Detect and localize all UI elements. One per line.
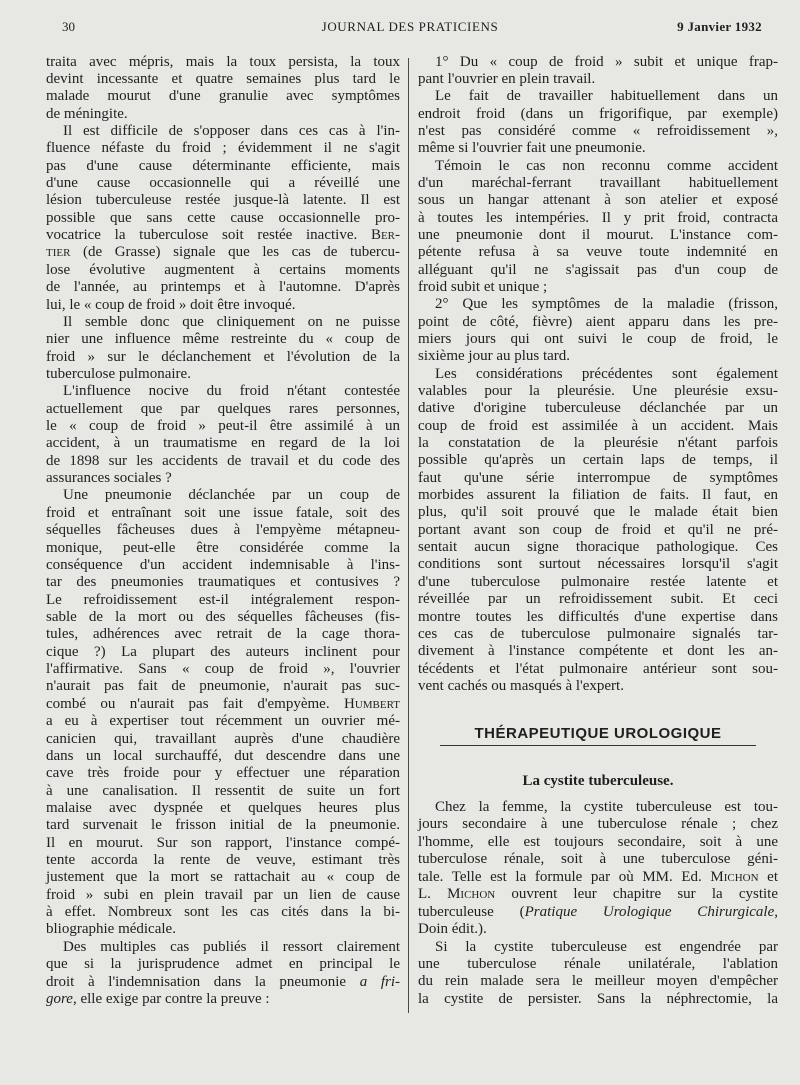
text-line: lésion tuberculeuse restée jusque-là latente. Il est <box>46 192 400 209</box>
text-line: 1° Du « coup de froid » subit et unique frap- <box>435 53 778 70</box>
text-line: monique, peut-elle être considérée comme la <box>46 539 400 556</box>
italic-text: Pratique Urologique Chirurgicale <box>524 903 775 920</box>
text-line: que si la jurisprudence admet en principal le <box>46 956 400 973</box>
text-line: dans un local surchauffé, dut descendre dans une <box>46 747 400 764</box>
text-line: n'est pas considéré comme « refroidissement », <box>418 122 778 139</box>
text-run: combé ou n'aurait pas fait d'empyème. <box>46 695 344 712</box>
text-line: Il en mourut. Sur son rapport, l'instance compé- <box>46 834 400 851</box>
text-line: froid et entraînant soit une issue fatale, soit des <box>46 504 400 521</box>
text-line: séquelles fâcheuses dues à l'empyème métapneu- <box>46 522 400 539</box>
text-line: malade mourut d'une granulie avec symptômes <box>46 88 400 105</box>
author-name: tier <box>46 244 71 261</box>
text-line: de 1898 sur les accidents de travail et du code des <box>46 452 400 469</box>
text-line: sixième jour au plus tard. <box>418 348 571 365</box>
paragraph <box>46 939 400 1008</box>
text-line: portant avant son coup de froid et qu'il ne pré- <box>418 521 778 538</box>
text-line: plus, qu'il soit prouvé que le malade était bien <box>418 504 778 521</box>
text-line: même si l'ouvrier fait une pneumonie. <box>418 140 646 157</box>
paragraph <box>418 799 778 939</box>
text-line: d'une cause occasionnelle qui a réveillé une <box>46 175 400 192</box>
text-line: une pneumonie dont il mourut. L'instance com- <box>418 226 778 243</box>
text-line: malaise avec dyspnée et quelques heures plus <box>46 799 400 816</box>
text-line: canicien qui, travaillant auprès d'une chaudière <box>46 730 400 747</box>
text-line: dative d'origine tuberculeuse déclanchée par un <box>418 400 778 417</box>
text-line <box>418 904 778 921</box>
text-line: lui, le « coup de froid » doit être invoqué. <box>46 296 296 313</box>
text-line: cique ?) La plupart des auteurs inclinent pour <box>46 643 400 660</box>
right-column <box>418 54 778 696</box>
text-run: droit à l'indemnisation dans la pneumonie <box>46 973 360 990</box>
text-line: Des multiples cas publiés il ressort clairement <box>63 938 400 955</box>
section-heading: THÉRAPEUTIQUE UROLOGIQUE <box>474 725 722 742</box>
text-line: actuellement que par quelques rares personnes, <box>46 400 400 417</box>
paragraph <box>46 54 400 123</box>
paragraph <box>46 314 400 383</box>
text-line: divement à l'instance compétente et dont les an- <box>418 643 778 660</box>
text-line: Il semble donc que cliniquement on ne puisse <box>63 313 400 330</box>
text-line: tuberculose rénale, soit à une tuberculose géni- <box>418 851 778 868</box>
text-line: jours secondaire à une tuberculose rénale ; chez <box>418 816 778 833</box>
text-line <box>46 244 400 261</box>
italic-text: gore <box>46 990 73 1007</box>
paragraph <box>418 54 778 89</box>
text-line: possible que sans cette cause occasionnelle pro- <box>46 209 400 226</box>
text-line: à toutes les intempéries. Il y prit froid, contracta <box>418 209 778 226</box>
text-line: l'homme, elle est toujours secondaire, soit à une <box>418 833 778 850</box>
paragraph <box>46 487 400 938</box>
page-number: 30 <box>62 19 75 34</box>
text-line: devint incessante et quatre semaines plus tard le <box>46 70 400 87</box>
text-line: la cystite de persister. Sans la néphrectomie, la <box>418 990 778 1007</box>
text-line: tar des pneumonies traumatiques et contusives ? <box>46 574 400 591</box>
paragraph <box>418 939 778 1009</box>
paragraph <box>46 383 400 487</box>
issue-date: 9 Janvier 1932 <box>677 19 762 34</box>
text-line: de l'année, au printemps et à l'automne. D'après <box>46 279 400 296</box>
heading-rule <box>440 745 756 746</box>
text-run: ouvrent leur chapitre sur la cystite <box>495 886 778 903</box>
author-name: Ber- <box>370 227 400 244</box>
text-line: morbides assurent la filiation de faits. Il faut, en <box>418 487 778 504</box>
text-run: tale. Telle est la formule par où MM. Ed. <box>418 868 711 885</box>
text-line: justement que la mort se rattachait au « coup de <box>46 869 400 886</box>
text-line: montre toutes les difficultés d'une expertise dans <box>418 608 778 625</box>
text-line: valables pour la pleurésie. Une pleurésie exsu- <box>418 383 778 400</box>
text-line: froid subit et unique ; <box>418 278 548 295</box>
text-line: a eu à expertiser tout récemment un ouvrier mé- <box>46 713 400 730</box>
text-run: , elle exige par contre la preuve : <box>72 990 270 1007</box>
author-name: Michon <box>710 868 759 885</box>
text-line: la constatation de la pleurésie n'étant parfois <box>418 435 778 452</box>
text-line: à effet. Nombreux sont les cas cités dans la bi- <box>46 904 400 921</box>
paragraph <box>418 366 778 696</box>
text-line: pétente refusa à sa veuve toute indemnité en <box>418 244 778 261</box>
text-line: assurances sociales ? <box>46 470 172 487</box>
text-line: tard survenait le frisson initial de la pneumonie. <box>46 817 400 834</box>
text-line: à une canalisation. Il ressentit de suite un fort <box>46 782 400 799</box>
section-body <box>418 799 778 1008</box>
text-line: sentait aucun signe thoracique pathologique. Ces <box>418 539 778 556</box>
text-run: , <box>774 903 779 920</box>
text-line: coup de froid est assimilée à un accident. Mais <box>418 417 778 434</box>
text-line: nier une influence même restreinte du « coup de <box>46 331 400 348</box>
text-line: Le refroidissement est-il intégralement respon- <box>46 591 400 608</box>
author-name: Michon <box>447 886 496 903</box>
text-line: Doin édit.). <box>418 921 487 938</box>
text-line: point de côté, fièvre) aient apparu dans les pre- <box>418 313 778 330</box>
text-line: Témoin le cas non reconnu comme accident <box>435 157 778 174</box>
text-line: tuberculose pulmonaire. <box>46 365 191 382</box>
text-line: técédents et l'état pulmonaire antérieur sont sou- <box>418 660 778 677</box>
text-line: Il est difficile de s'opposer dans ces cas à l'in- <box>63 122 400 139</box>
text-line: ces cas de tuberculose pulmonaire signalés tar- <box>418 625 778 642</box>
text-line: traita avec mépris, mais la toux persista, la toux <box>46 53 400 70</box>
text-line: bliographie médicale. <box>46 921 176 938</box>
section-subheading: La cystite tuberculeuse. <box>522 773 674 789</box>
text-line: miers jours qui ont suivi le coup de froid, le <box>418 331 778 347</box>
paragraph <box>418 88 778 157</box>
text-run: tuberculeuse ( <box>418 903 525 920</box>
text-line: fluence néfaste du froid ; évidemment il ne s'agit <box>46 140 400 157</box>
text-line <box>46 696 400 713</box>
text-line: Une pneumonie déclanchée par un coup de <box>63 487 400 504</box>
author-name: Humbert <box>343 695 400 712</box>
text-line: d'un maréchal-ferrant travaillant habituellement <box>418 174 778 191</box>
text-line: de méningite. <box>46 105 128 122</box>
italic-text: a fri- <box>359 973 400 990</box>
text-line: Chez la femme, la cystite tuberculeuse est tou- <box>435 799 778 815</box>
text-line <box>46 227 400 244</box>
text-line: l'affirmative. Sans « coup de froid », l'ouvrier <box>46 661 400 678</box>
text-line: lose évolutive augmentent à certains moments <box>46 261 400 278</box>
paragraph <box>46 123 400 314</box>
text-run: L. <box>418 886 448 903</box>
running-title: JOURNAL DES PRATICIENS <box>321 19 499 34</box>
text-line: une tuberculose rénale unilatérale, l'ablation <box>418 955 778 972</box>
text-line: Le fait de travailler habituellement dans un <box>435 88 778 105</box>
paragraph <box>418 296 778 365</box>
text-line <box>418 869 778 886</box>
text-line <box>46 974 400 991</box>
left-column <box>46 54 400 1009</box>
text-run: vocatrice la tuberculose soit restée inactive. <box>46 227 371 244</box>
text-line <box>46 991 400 1008</box>
column-rule <box>408 58 409 1013</box>
text-line: réveillée par un refroidissement subit. Et ceci <box>418 591 778 608</box>
text-line: accident, à un traumatisme en regard de la loi <box>46 435 400 452</box>
text-line: tente accorda la rente de veuve, estimant très <box>46 852 400 869</box>
text-line: froid » subi en plein travail par un lien de cause <box>46 886 400 903</box>
text-line: 2° Que les symptômes de la maladie (frisson, <box>435 296 778 313</box>
paragraph <box>418 158 778 297</box>
text-line: conditions sont surtout nécessaires lorsqu'il s'agit <box>418 556 778 573</box>
text-line: pas d'une cause déterminante efficiente, mais <box>46 157 400 174</box>
text-line: du rein malade sera le meilleur moyen d'empêcher <box>418 973 778 990</box>
text-line: vent cachés ou masqués à l'expert. <box>418 677 624 694</box>
text-line: endroit froid (dans un frigorifique, par exemple) <box>418 105 778 122</box>
text-line: sous un hangar attenant à son atelier et exposé <box>418 192 778 209</box>
text-line: conséquence d'un accident indemnisable à l'ins- <box>46 556 400 573</box>
text-line: Les considérations précédentes sont également <box>435 365 778 382</box>
text-line <box>418 886 778 903</box>
text-line: Si la cystite tuberculeuse est engendrée par <box>435 938 778 955</box>
text-line: alléguant qu'il ne s'agissait pas d'un coup de <box>418 261 778 278</box>
text-line: d'une tuberculose pulmonaire restée latente et <box>418 573 778 590</box>
text-line: possible qu'après un certain laps de temps, il <box>418 452 778 469</box>
text-line: le « coup de froid » peut-il être assimilé à un <box>46 418 400 435</box>
text-line: cave très froide pour y effectuer une réparation <box>46 765 400 782</box>
text-line: tules, adhérences avec retrait de la cage thora- <box>46 626 400 643</box>
text-run: (de Grasse) signale que les cas de tubercu- <box>70 244 400 261</box>
text-line: pant l'ouvrier en plein travail. <box>418 70 596 87</box>
text-line: faut qu'une série interrompue de symptômes <box>418 469 778 486</box>
text-line: n'aurait pas fait de pneumonie, n'aurait pas suc- <box>46 678 400 695</box>
text-line: L'influence nocive du froid n'étant contestée <box>63 383 400 400</box>
text-line: froid » sur le déclanchement et l'évolution de la <box>46 348 400 365</box>
text-run: et <box>758 868 779 885</box>
text-line: sable de la mort ou des séquelles fâcheuses (fis- <box>46 609 400 625</box>
